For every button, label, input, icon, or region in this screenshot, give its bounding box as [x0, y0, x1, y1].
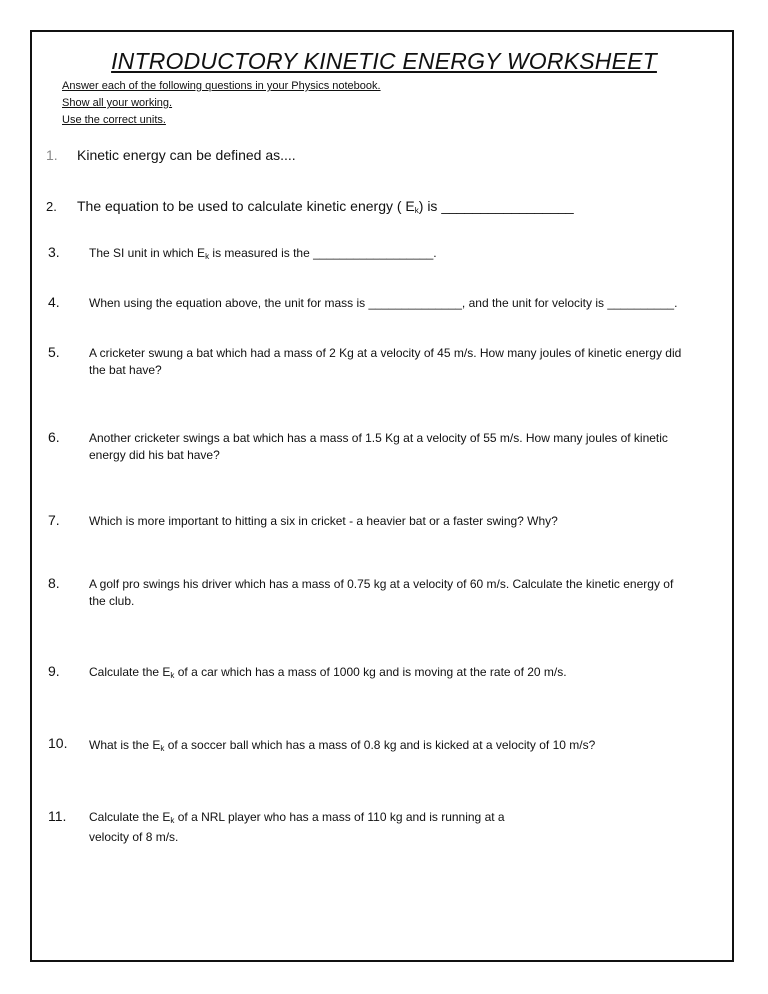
question-number: 6. [48, 429, 60, 445]
question-text: Which is more important to hitting a six in cricket - a heavier bat or a faster swing? Why? [89, 514, 558, 528]
question-number: 5. [48, 344, 60, 360]
question-text: The equation to be used to calculate kinetic energy ( $E_k$) is _________________ [77, 198, 574, 215]
question-text: What is the $E_k$ of a soccer ball which has a mass of 0.8 kg and is kicked at a velocity of 10 m/s? [89, 738, 596, 753]
question-number: 3. [48, 244, 60, 260]
question-text: Another cricketer swings a bat which has a mass of 1.5 Kg at a velocity of 55 m/s. How many joules of kinetic energy did his bat have? [89, 431, 668, 462]
page-title: INTRODUCTORY KINETIC ENERGY WORKSHEET [111, 48, 657, 74]
question-text: Calculate the $E_k$ of a car which has a mass of 1000 kg and is moving at the rate of 20 m/s. [89, 665, 567, 680]
question-number: 10. [48, 735, 68, 751]
question-number: 9. [48, 663, 60, 679]
question-number: 4. [48, 294, 60, 310]
instruction-line: Use the correct units. [62, 114, 166, 126]
question-text: Calculate the $E_k$ of a NRL player who has a mass of 110 kg and is running at a velocity of 8 m/s. [89, 810, 505, 844]
question-number: 2. [46, 199, 57, 214]
question-number: 7. [48, 512, 60, 528]
question-text: Kinetic energy can be defined as.... [77, 147, 296, 163]
question-number: 8. [48, 575, 60, 591]
question-number: 1. [46, 147, 58, 163]
question-text: A cricketer swung a bat which had a mass of 2 Kg at a velocity of 45 m/s. How many joules of kinetic energy did the bat have? [89, 346, 682, 377]
question-text: When using the equation above, the unit for mass is ______________, and the unit for velocity is __________. [89, 296, 678, 310]
instruction-line: Show all your working. [62, 97, 173, 109]
question-text: A golf pro swings his driver which has a mass of 0.75 kg at a velocity of 60 m/s. Calculate the kinetic energy of the club. [89, 577, 674, 608]
question-text: The SI unit in which $E_k$ is measured is the __________________. [89, 246, 437, 261]
instruction-line: Answer each of the following questions in your Physics notebook. [62, 80, 381, 92]
question-number: 11. [48, 808, 67, 824]
